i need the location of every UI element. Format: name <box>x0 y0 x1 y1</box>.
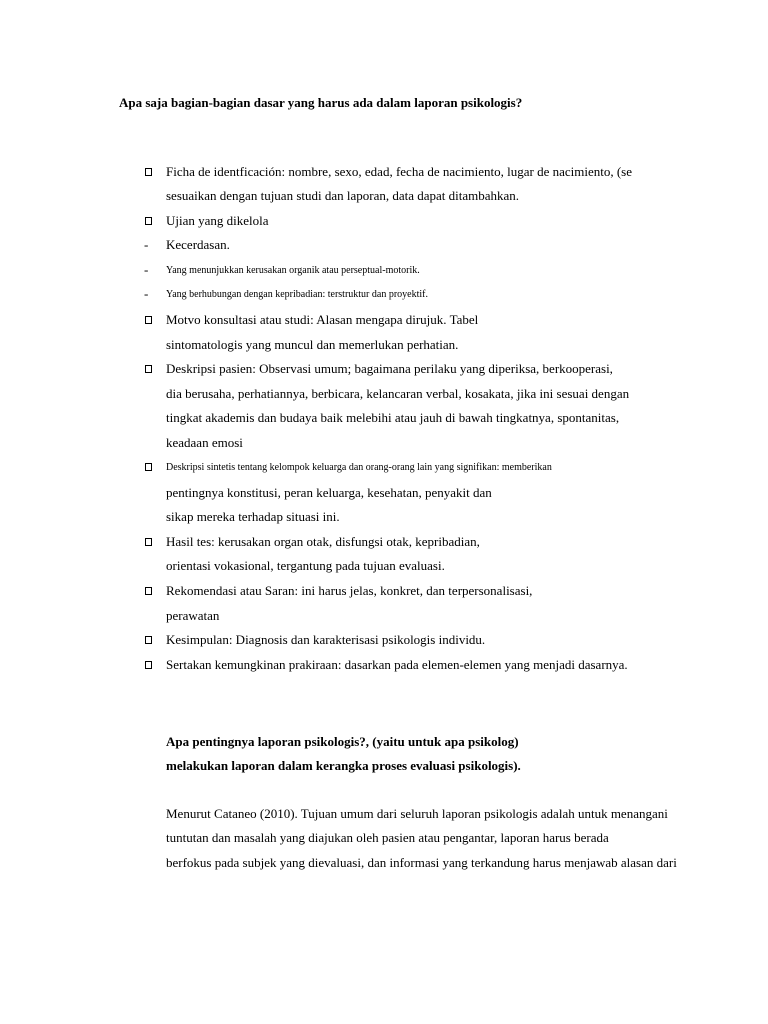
paragraph-line1: Menurut Cataneo (2010). Tujuan umum dari seluruh laporan psikologis adalah untuk menangani <box>166 806 668 821</box>
list-item-motvo-line1: Motvo konsultasi atau studi: Alasan mengapa dirujuk. Tabel <box>166 312 479 327</box>
list-item-rekomendasi-line2: perawatan <box>166 608 220 623</box>
list-item-deskripsi-line3: tingkat akademis dan budaya baik melebihi atau jauh di bawah tingkatnya, spontanitas, <box>166 410 620 425</box>
list-item-deskripsi-line4: keadaan emosi <box>166 435 243 450</box>
list-item-kesimpulan: Kesimpulan: Diagnosis dan karakterisasi psikologis individu. <box>166 632 486 647</box>
list-item-deskripsi-line2: dia berusaha, perhatiannya, berbicara, kelancaran verbal, kosakata, jika ini sesuai dengan <box>166 386 630 401</box>
dash-bullet: - <box>144 237 149 252</box>
page-heading: Apa saja bagian-bagian dasar yang harus ada dalam laporan psikologis? <box>119 95 523 110</box>
sub-item-organik: Yang menunjukkan kerusakan organik atau perseptual-motorik. <box>166 265 420 276</box>
list-item-ujian: Ujian yang dikelola <box>166 213 269 228</box>
sub-item-kepribadian: Yang berhubungan dengan kepribadian: terstruktur dan proyektif. <box>166 289 428 300</box>
checkbox-bullet-icon <box>145 316 152 324</box>
list-item-sertakan: Sertakan kemungkinan prakiraan: dasarkan pada elemen-elemen yang menjadi dasarnya. <box>166 657 628 672</box>
list-item-sintetis-line3: sikap mereka terhadap situasi ini. <box>166 509 340 524</box>
checkbox-bullet-icon <box>145 587 152 595</box>
checkbox-bullet-icon <box>145 538 152 546</box>
list-item-hasil-line1: Hasil tes: kerusakan organ otak, disfungsi otak, kepribadian, <box>166 534 480 549</box>
list-item-sintetis-line1: Deskripsi sintetis tentang kelompok keluarga dan orang-orang lain yang signifikan: memberikan <box>166 462 552 473</box>
list-item-motvo-line2: sintomatologis yang muncul dan memerlukan perhatian. <box>166 337 459 352</box>
checkbox-bullet-icon <box>145 636 152 644</box>
list-item-ficha-line1: Ficha de identficación: nombre, sexo, edad, fecha de nacimiento, lugar de nacimiento, (se <box>166 164 633 179</box>
sub-item-kecerdasan: Kecerdasan. <box>166 237 230 252</box>
section-heading-line1: Apa pentingnya laporan psikologis?, (yaitu untuk apa psikolog) <box>166 734 519 749</box>
list-item-rekomendasi-line1: Rekomendasi atau Saran: ini harus jelas, konkret, dan terpersonalisasi, <box>166 583 533 598</box>
dash-bullet: - <box>144 286 149 301</box>
list-item-deskripsi-line1: Deskripsi pasien: Observasi umum; bagaimana perilaku yang diperiksa, berkooperasi, <box>166 361 613 376</box>
dash-bullet: - <box>144 262 149 277</box>
checkbox-bullet-icon <box>145 365 152 373</box>
section-heading-line2: melakukan laporan dalam kerangka proses evaluasi psikologis). <box>166 758 521 773</box>
paragraph-line3: berfokus pada subjek yang dievaluasi, dan informasi yang terkandung harus menjawab alasan dari <box>166 855 677 870</box>
checkbox-bullet-icon <box>145 463 152 471</box>
list-item-ficha-line2: sesuaikan dengan tujuan studi dan laporan, data dapat ditambahkan. <box>166 188 520 203</box>
list-item-hasil-line2: orientasi vokasional, tergantung pada tujuan evaluasi. <box>166 558 445 573</box>
checkbox-bullet-icon <box>145 217 152 225</box>
list-item-sintetis-line2: pentingnya konstitusi, peran keluarga, kesehatan, penyakit dan <box>166 485 492 500</box>
paragraph-line2: tuntutan dan masalah yang diajukan oleh pasien atau pengantar, laporan harus berada <box>166 830 609 845</box>
checkbox-bullet-icon <box>145 661 152 669</box>
checkbox-bullet-icon <box>145 168 152 176</box>
